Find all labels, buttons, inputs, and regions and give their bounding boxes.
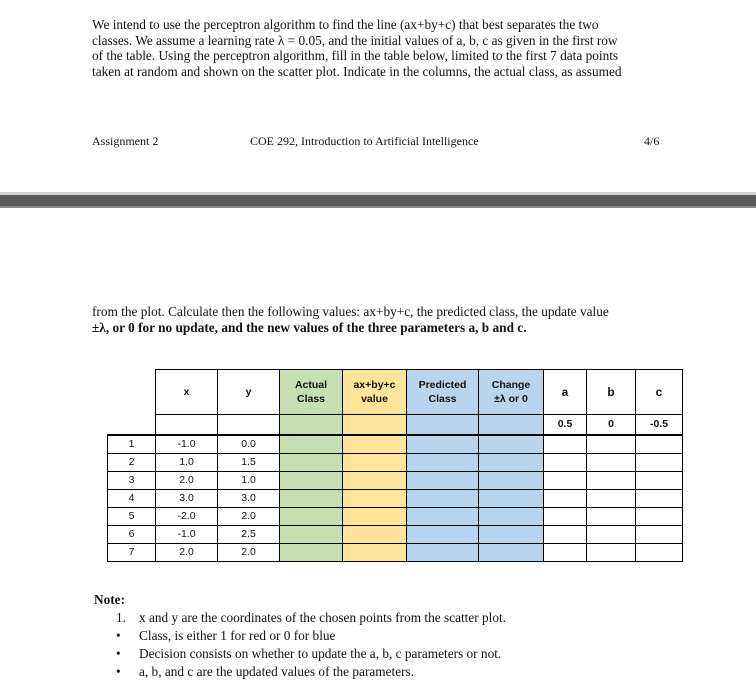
a-cell[interactable] bbox=[544, 435, 587, 454]
y-cell: 1.5 bbox=[218, 453, 280, 471]
value-cell[interactable] bbox=[343, 453, 407, 471]
instructions-paragraph bbox=[92, 304, 664, 335]
actual-class-cell[interactable] bbox=[280, 489, 343, 507]
intro-line-3: of the table. Using the perceptron algorithm, fill in the table below, limited to the first 7 data points bbox=[92, 48, 619, 63]
row-number: 3 bbox=[108, 471, 156, 489]
a-cell[interactable] bbox=[544, 471, 587, 489]
table-row bbox=[108, 435, 683, 454]
bullet-icon: • bbox=[116, 664, 121, 679]
y-cell: 1.0 bbox=[218, 471, 280, 489]
initial-values-row bbox=[108, 415, 683, 435]
b-cell[interactable] bbox=[587, 543, 636, 561]
initial-c: -0.5 bbox=[636, 415, 683, 435]
header-assignment: Assignment 2 bbox=[92, 134, 159, 148]
y-cell: 2.0 bbox=[218, 507, 280, 525]
notes-section bbox=[94, 591, 506, 681]
header-page-number: 4/6 bbox=[644, 134, 660, 148]
row-number: 1 bbox=[108, 435, 156, 454]
value-cell[interactable] bbox=[343, 471, 407, 489]
predicted-class-cell[interactable] bbox=[407, 543, 479, 561]
note-item bbox=[94, 663, 506, 681]
header-c: c bbox=[636, 370, 683, 415]
value-cell[interactable] bbox=[343, 525, 407, 543]
predicted-class-cell[interactable] bbox=[407, 507, 479, 525]
x-cell: -1.0 bbox=[156, 525, 218, 543]
value-cell[interactable] bbox=[343, 507, 407, 525]
note-item bbox=[94, 627, 506, 645]
note-text: a, b, and c are the updated values of the parameters. bbox=[139, 664, 415, 679]
note-text: Class, is either 1 for red or 0 for blue bbox=[139, 628, 336, 643]
x-cell: -1.0 bbox=[156, 435, 218, 454]
header-a: a bbox=[544, 370, 587, 415]
intro-paragraph bbox=[92, 17, 664, 79]
header-actual-class: Actual Class bbox=[280, 370, 343, 415]
actual-class-cell[interactable] bbox=[280, 543, 343, 561]
change-cell[interactable] bbox=[479, 471, 544, 489]
change-cell[interactable] bbox=[479, 489, 544, 507]
perceptron-table bbox=[107, 369, 683, 562]
initial-b: 0 bbox=[587, 415, 636, 435]
note-item bbox=[94, 609, 506, 627]
c-cell[interactable] bbox=[636, 471, 683, 489]
c-cell[interactable] bbox=[636, 525, 683, 543]
note-marker: 1. bbox=[116, 610, 126, 625]
predicted-class-cell[interactable] bbox=[407, 489, 479, 507]
header-y: y bbox=[218, 370, 280, 415]
y-cell: 2.0 bbox=[218, 543, 280, 561]
actual-class-cell[interactable] bbox=[280, 525, 343, 543]
actual-class-cell[interactable] bbox=[280, 453, 343, 471]
table-row bbox=[108, 525, 683, 543]
value-cell[interactable] bbox=[343, 543, 407, 561]
table-row bbox=[108, 489, 683, 507]
page-break-bar bbox=[0, 192, 756, 208]
predicted-class-cell[interactable] bbox=[407, 453, 479, 471]
header-predicted-class: Predicted Class bbox=[407, 370, 479, 415]
value-cell[interactable] bbox=[343, 435, 407, 454]
note-list bbox=[94, 609, 506, 681]
bullet-icon: • bbox=[116, 628, 121, 643]
x-cell: 2.0 bbox=[156, 543, 218, 561]
a-cell[interactable] bbox=[544, 525, 587, 543]
c-cell[interactable] bbox=[636, 543, 683, 561]
x-cell: 1.0 bbox=[156, 453, 218, 471]
instructions-line-1: from the plot. Calculate then the following values: ax+by+c, the predicted class, the update value bbox=[92, 304, 609, 319]
header-change: Change ±λ or 0 bbox=[479, 370, 544, 415]
intro-line-4: taken at random and shown on the scatter plot. Indicate in the columns, the actual class, as assumed bbox=[92, 63, 622, 79]
initial-a: 0.5 bbox=[544, 415, 587, 435]
x-cell: 3.0 bbox=[156, 489, 218, 507]
b-cell[interactable] bbox=[587, 489, 636, 507]
c-cell[interactable] bbox=[636, 435, 683, 454]
header-value: ax+by+c value bbox=[343, 370, 407, 415]
table-header-row bbox=[108, 370, 683, 415]
y-cell: 3.0 bbox=[218, 489, 280, 507]
note-item bbox=[94, 645, 506, 663]
b-cell[interactable] bbox=[587, 471, 636, 489]
actual-class-cell[interactable] bbox=[280, 507, 343, 525]
intro-line-1: We intend to use the perceptron algorithm to find the line (ax+by+c) that best separates the two bbox=[92, 17, 599, 32]
predicted-class-cell[interactable] bbox=[407, 435, 479, 454]
header-x: x bbox=[156, 370, 218, 415]
intro-line-2: classes. We assume a learning rate λ = 0.05, and the initial values of a, b, c as given in the first row bbox=[92, 32, 618, 48]
y-cell: 2.5 bbox=[218, 525, 280, 543]
row-number: 6 bbox=[108, 525, 156, 543]
row-number: 4 bbox=[108, 489, 156, 507]
change-cell[interactable] bbox=[479, 525, 544, 543]
header-b: b bbox=[587, 370, 636, 415]
row-number: 2 bbox=[108, 453, 156, 471]
note-title: Note: bbox=[94, 592, 126, 607]
a-cell[interactable] bbox=[544, 543, 587, 561]
change-cell[interactable] bbox=[479, 507, 544, 525]
note-text: Decision consists on whether to update the a, b, c parameters or not. bbox=[139, 646, 502, 661]
note-text: x and y are the coordinates of the chosen points from the scatter plot. bbox=[139, 610, 507, 625]
b-cell[interactable] bbox=[587, 525, 636, 543]
b-cell[interactable] bbox=[587, 435, 636, 454]
x-cell: 2.0 bbox=[156, 471, 218, 489]
row-number: 5 bbox=[108, 507, 156, 525]
actual-class-cell[interactable] bbox=[280, 471, 343, 489]
row-number: 7 bbox=[108, 543, 156, 561]
c-cell[interactable] bbox=[636, 489, 683, 507]
instructions-line-2: ±λ, or 0 for no update, and the new values of the three parameters a, b and c. bbox=[92, 319, 527, 335]
table-row bbox=[108, 471, 683, 489]
a-cell[interactable] bbox=[544, 489, 587, 507]
table-row bbox=[108, 543, 683, 561]
predicted-class-cell[interactable] bbox=[407, 471, 479, 489]
c-cell[interactable] bbox=[636, 507, 683, 525]
b-cell[interactable] bbox=[587, 507, 636, 525]
x-cell: -2.0 bbox=[156, 507, 218, 525]
change-cell[interactable] bbox=[479, 543, 544, 561]
b-cell[interactable] bbox=[587, 453, 636, 471]
value-cell[interactable] bbox=[343, 489, 407, 507]
change-cell[interactable] bbox=[479, 453, 544, 471]
a-cell[interactable] bbox=[544, 507, 587, 525]
actual-class-cell[interactable] bbox=[280, 435, 343, 454]
table-row bbox=[108, 507, 683, 525]
header-course: COE 292, Introduction to Artificial Intelligence bbox=[250, 134, 479, 148]
bullet-icon: • bbox=[116, 646, 121, 661]
a-cell[interactable] bbox=[544, 453, 587, 471]
c-cell[interactable] bbox=[636, 453, 683, 471]
y-cell: 0.0 bbox=[218, 435, 280, 454]
predicted-class-cell[interactable] bbox=[407, 525, 479, 543]
change-cell[interactable] bbox=[479, 435, 544, 454]
table-row bbox=[108, 453, 683, 471]
